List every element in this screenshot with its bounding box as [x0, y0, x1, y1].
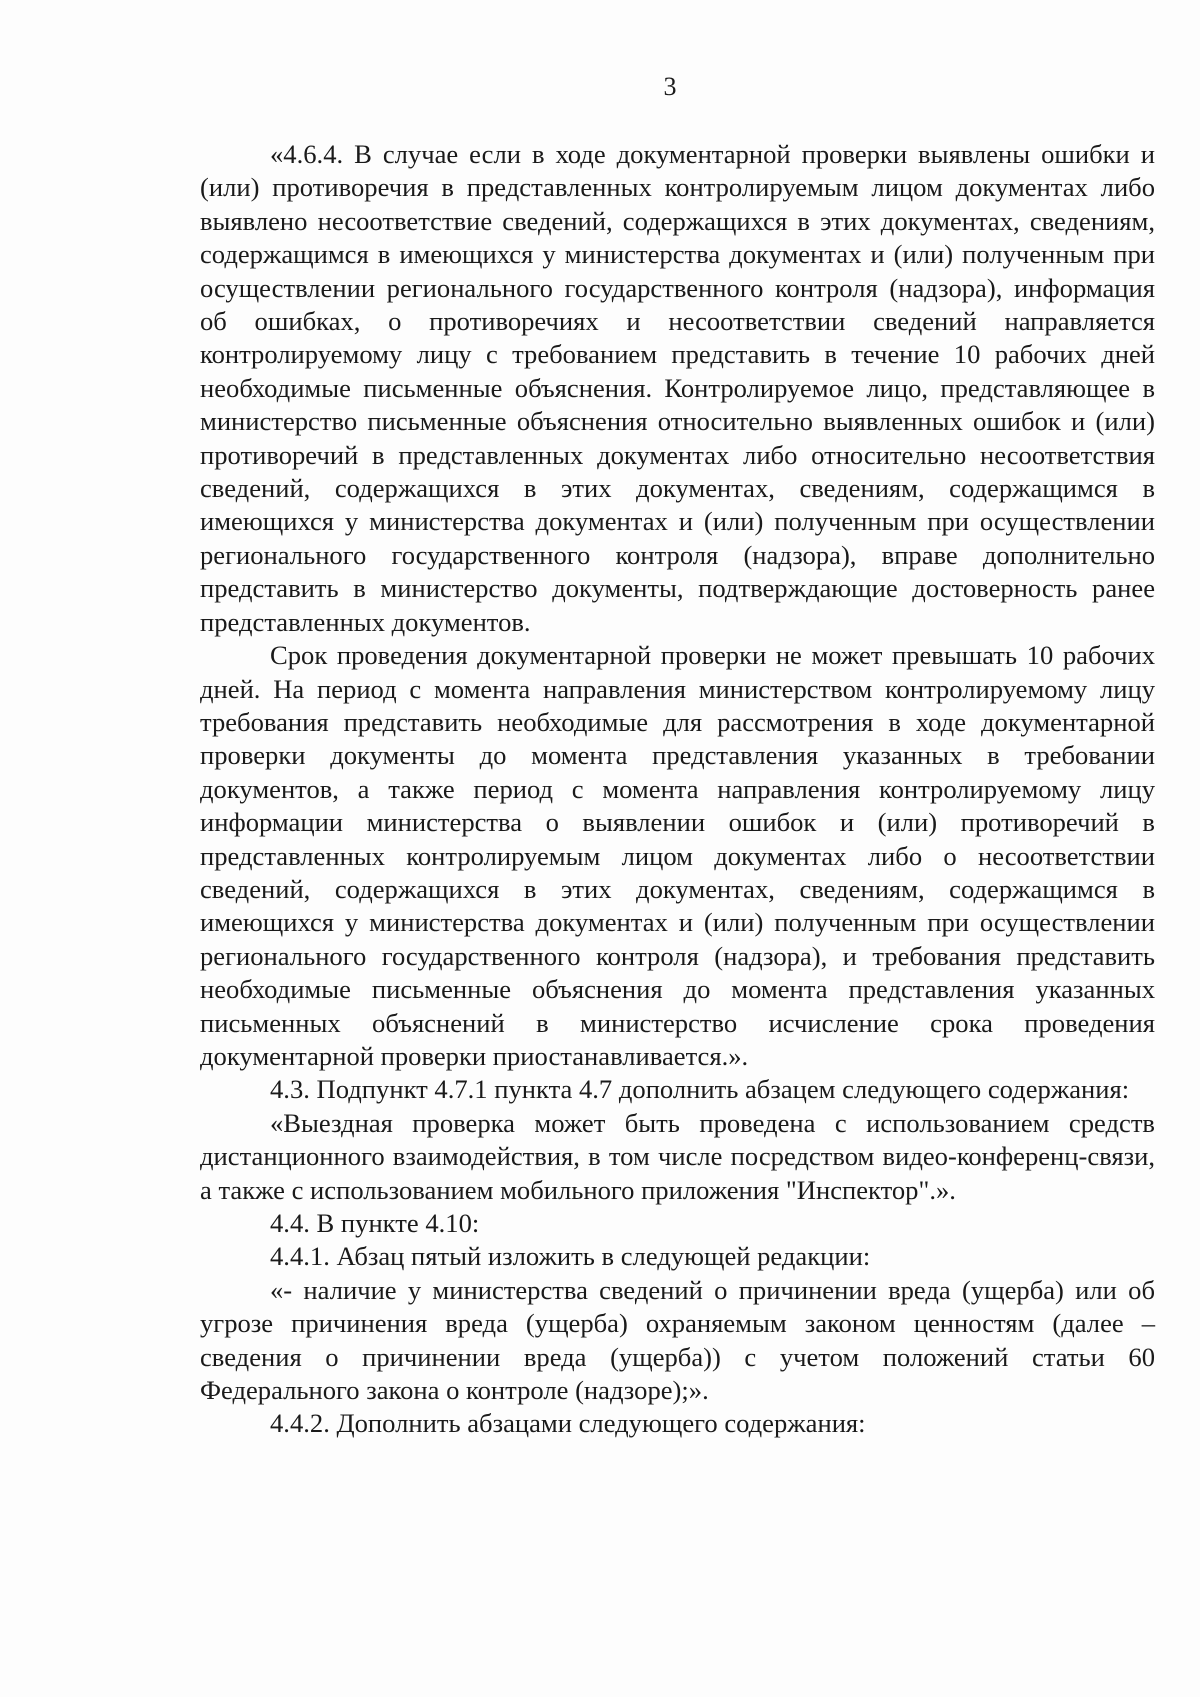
- paragraph-4-6-4: «4.6.4. В случае если в ходе документарной проверки выявлены ошибки и (или) противоречия в представленных контролируемым лицом документах либо выявлено несоответствие сведений, содержащихся в этих документах, сведениям, содержащимся в имеющихся у министерства документах и (или) полученным при осуществлении регионального государственного контроля (надзора), информация об ошибках, о противоречиях и несоответствии сведений направляется контролируемому лицу с требованием представить в течение 10 рабочих дней необходимые письменные объяснения. Контролируемое лицо, представляющее в министерство письменные объяснения относительно выявленных ошибок и (или) противоречий в представленных документах либо относительно несоответствия сведений, содержащихся в этих документах, сведениям, содержащимся в имеющихся у министерства документах и (или) полученным при осуществлении регионального государственного контроля (надзора), вправе дополнительно представить в министерство документы, подтверждающие достоверность ранее представленных документов.: [200, 139, 1155, 637]
- paragraph-4-4-2: 4.4.2. Дополнить абзацами следующего содержания:: [270, 1408, 866, 1439]
- paragraph-field-inspection-remote: «Выездная проверка может быть проведена с использованием средств дистанционного взаимодействия, в том числе посредством видео-конференц-связи, а также с использованием мобильного приложения "Инспектор".».: [200, 1107, 1155, 1205]
- paragraph-inspection-period: Срок проведения документарной проверки не может превышать 10 рабочих дней. На период с момента направления министерством контролируемому лицу требования представить необходимые для рассмотрения в ходе документарной проверки документы до момента представления указанных в требовании документов, а также период с момента направления контролируемому лицу информации министерства о выявлении ошибок и (или) противоречий в представленных контролируемым лицом документах либо о несоответствии сведений, содержащихся в этих документах, сведениям, содержащимся в имеющихся у министерства документах и (или) полученным при осуществлении регионального государственного контроля (надзора), и требования представить необходимые письменные объяснения до момента представления указанных письменных объяснений в министерство исчисление срока проведения документарной проверки приостанавливается.».: [200, 640, 1155, 1071]
- document-body: [200, 138, 1155, 1441]
- paragraph-4-4-1: 4.4.1. Абзац пятый изложить в следующей редакции:: [270, 1241, 871, 1272]
- paragraph-4-4: 4.4. В пункте 4.10:: [270, 1208, 480, 1238]
- paragraph-harm-information: «- наличие у министерства сведений о причинении вреда (ущерба) или об угрозе причинения вреда (ущерба) охраняемым законом ценностям (далее – сведения о причинении вреда (ущерба)) с учетом положений статьи 60 Федерального закона о контроле (надзоре);».: [200, 1274, 1155, 1406]
- page-number: 3: [663, 72, 677, 101]
- paragraph-4-3: 4.3. Подпункт 4.7.1 пункта 4.7 дополнить абзацем следующего содержания:: [270, 1074, 1130, 1105]
